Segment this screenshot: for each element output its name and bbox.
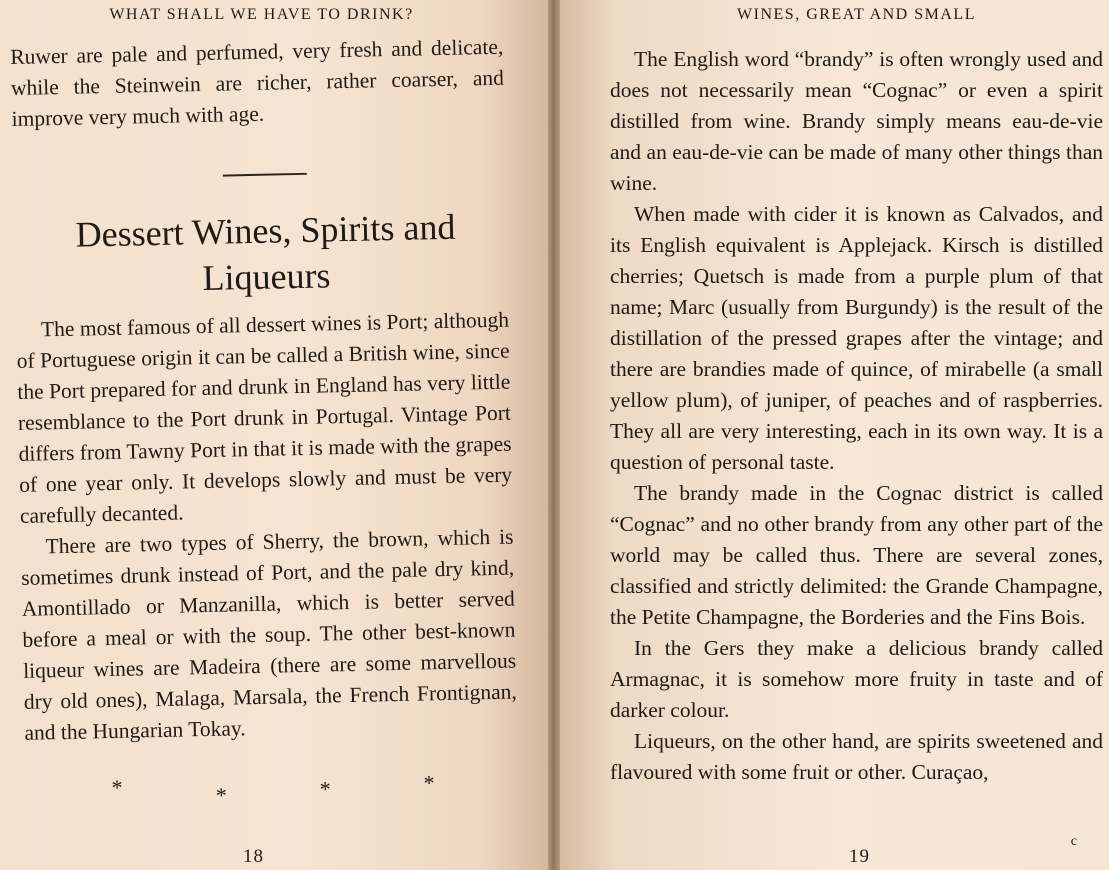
ornament-asterisks	[25, 761, 519, 821]
asterisk: *	[319, 776, 331, 802]
signature-mark: c	[1070, 834, 1077, 849]
section-heading: Dessert Wines, Spirits and Liqueurs	[75, 206, 456, 299]
opening-paragraph: Ruwer are pale and perfumed, very fresh and delicate, while the Steinwein are richer, rather coarser, and improve very much with age.	[10, 34, 505, 131]
left-page-number: 18	[243, 846, 264, 867]
sherry-paragraph: There are two types of Sherry, the brown, which is sometimes drunk instead of Port, and the pale dry kind, Amontillado or Manzanilla, which is better served before a meal or with the soup. The other best-known liqueur wines are Madeira (there are some marvellous dry old ones), Malaga, Marsala, the French Frontignan, and the Hungarian Tokay.	[20, 524, 517, 745]
asterisk: *	[215, 782, 228, 808]
right-page	[560, 0, 1109, 870]
left-page	[0, 0, 548, 870]
calvados-paragraph: When made with cider it is known as Calvados, and its English equivalent is Applejack. Kirsch is distilled cherries; Quetsch is made from a purple plum of that name; Marc (usually from Burgundy) is the result of the distillation of the pressed grapes after the vintage; and there are brandies made of quince, of mirabelle (a small yellow plum), of juniper, of peaches and of raspberries. They all are very interesting, each in its own way. It is a question of personal taste.	[610, 202, 1103, 474]
brandy-paragraph: The English word “brandy” is often wrongly used and does not necessarily mean “Cognac” or even a spirit distilled from wine. Brandy simply means eau-de-vie and an eau-de-vie can be made of many other things than wine.	[610, 47, 1103, 195]
armagnac-paragraph: In the Gers they make a delicious brandy called Armagnac, it is somehow more fruity in taste and of darker colour.	[610, 636, 1103, 722]
left-page-body	[10, 32, 519, 821]
section-divider-rule	[222, 173, 306, 177]
right-running-head: WINES, GREAT AND SMALL	[737, 6, 976, 23]
right-page-body	[610, 44, 1103, 788]
port-paragraph: The most famous of all dessert wines is Port; although of Portuguese origin it can be called a British wine, since the Port prepared for and drunk in England has very little resemblance to the Port drunk in Portugal. Vintage Port differs from Tawny Port in that it is made with the grapes of one year only. It develops slowly and must be very carefully decanted.	[16, 307, 513, 528]
left-running-head: WHAT SHALL WE HAVE TO DRINK?	[109, 6, 414, 23]
asterisk: *	[423, 770, 435, 796]
cognac-paragraph: The brandy made in the Cognac district is called “Cognac” and no other brandy from any other part of the world may be called thus. There are several zones, classified and strictly delimited: the Grande Champagne, the Petite Champagne, the Borderies and the Fins Bois.	[610, 481, 1103, 629]
book-gutter	[548, 0, 560, 870]
right-page-number: 19	[849, 846, 870, 867]
liqueurs-paragraph: Liqueurs, on the other hand, are spirits sweetened and flavoured with some fruit or other. Curaçao,	[610, 729, 1103, 784]
asterisk: *	[111, 774, 123, 801]
